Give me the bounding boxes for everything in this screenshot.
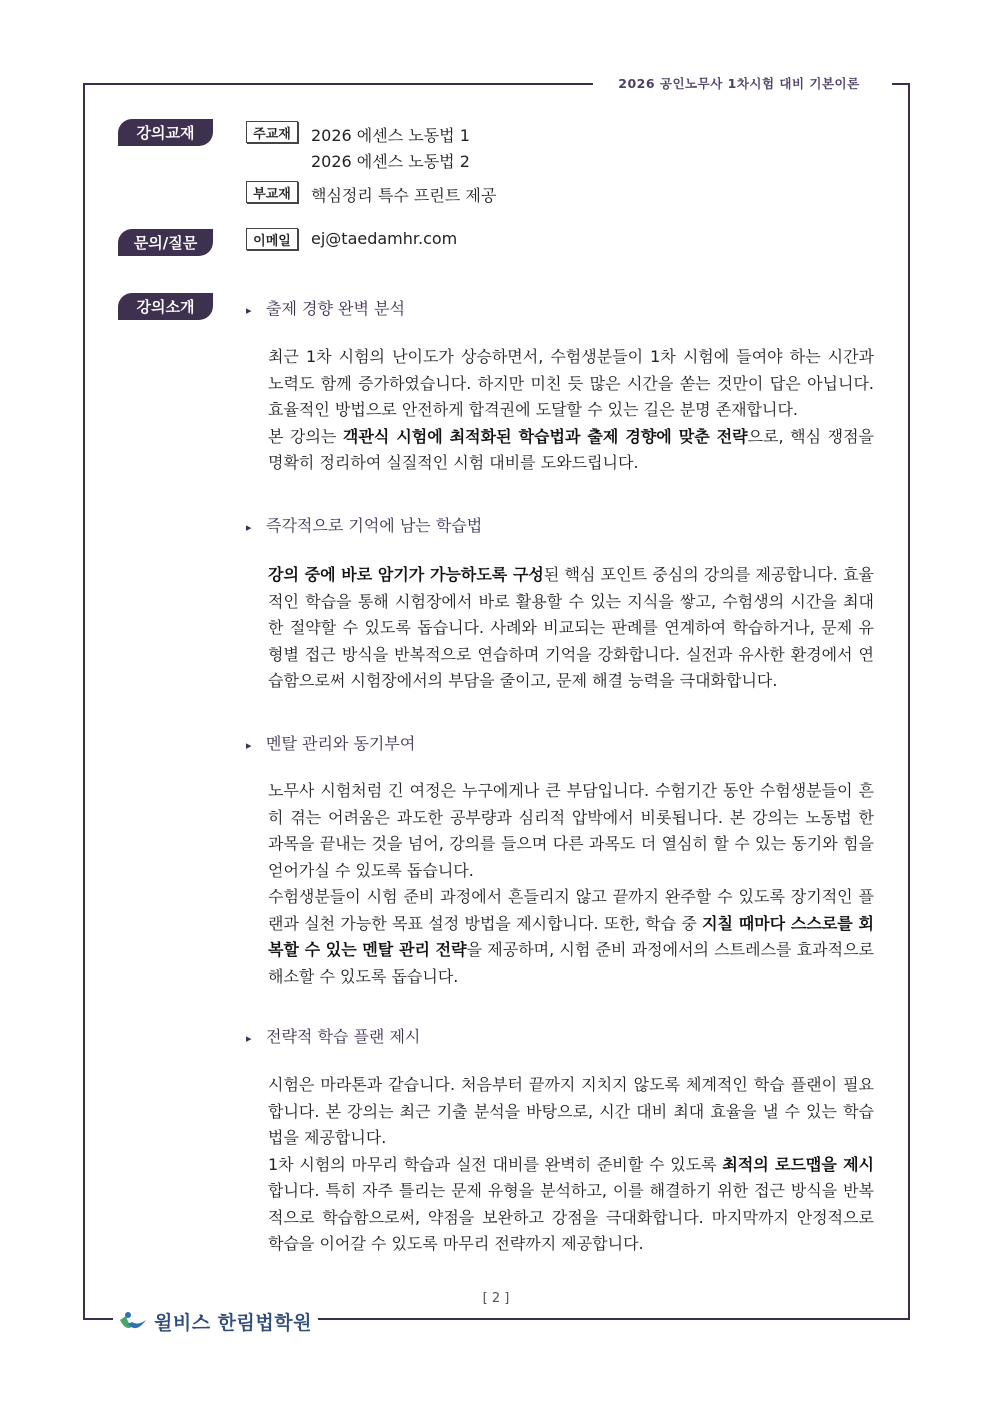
- triangle-bullet-icon: ▸: [246, 304, 252, 317]
- section-title: 즉각적으로 기억에 남는 학습법: [266, 516, 483, 535]
- section-2-paragraphs: [268, 562, 874, 695]
- triangle-bullet-icon: ▸: [246, 1032, 252, 1045]
- section-1-paragraphs: [268, 344, 874, 477]
- academy-logo-icon: [118, 1310, 148, 1334]
- frame-bottom-left-line: [83, 1318, 113, 1320]
- triangle-bullet-icon: ▸: [246, 739, 252, 752]
- paragraph-text: 을 제공하며, 시험 준비 과정에서의 스트레스를 효과적으로 해소할 수 있도록 돕습니다.: [268, 940, 875, 986]
- sub-textbook-tag: 부교재: [246, 181, 298, 203]
- paragraph: [268, 562, 874, 695]
- paragraph: [268, 1152, 874, 1258]
- email-tag: 이메일: [246, 228, 298, 250]
- section-heading-1: [246, 296, 405, 319]
- paragraph-text: 으로, 핵심 쟁점을 명확히 정리하여 실질적인 시험 대비를 도와드립니다.: [268, 426, 874, 472]
- triangle-bullet-icon: ▸: [246, 521, 252, 534]
- paragraph-text: 된 핵심 포인트 중심의 강의를 제공합니다. 효율적인 학습을 통해 시험장에서 바로 활용할 수 있는 지식을 쌓고, 수험생의 시간을 최대한 절약할 수 있도록 돕습니다. 사례와 비교되는 판례를 연계하여 학습하거나, 문제 유형별 접근 방식을 반복적으로 연습하며 기억을 강화합니다. 실전과 유사한 환경에서 연습함으로써 시험장에서의 부담을 줄이고, 문제 해결 능력을 극대화합니다.: [268, 565, 874, 690]
- section-4-paragraphs: [268, 1072, 874, 1258]
- paragraph: [268, 884, 874, 990]
- paragraph-text: 1차 시험의 마무리 학습과 실전 대비를 완벽히 준비할 수 있도록: [268, 1154, 723, 1174]
- section-3-paragraphs: [268, 778, 874, 990]
- paragraph-text: 수험생분들이 시험 준비 과정에서 흔들리지 않고 끝까지 완주할 수 있도록 장기적인 플랜과 실천 가능한 목표 설정 방법을 제시합니다. 또한, 학습 중: [268, 887, 874, 933]
- emphasis-text: 객관식 시험에 최적화된 학습법과 출제 경향에 맞춘 전략: [342, 426, 748, 446]
- paragraph: [268, 344, 874, 424]
- main-textbook-item-2: 2026 에센스 노동법 2: [311, 152, 470, 171]
- section-heading-3: [246, 731, 415, 754]
- emphasis-text: 지칠 때마다 스스로를 회복할 수 있는 멘탈 관리 전략: [268, 913, 874, 959]
- paragraph-text: 본 강의는: [268, 426, 343, 446]
- section-title: 출제 경향 완벽 분석: [266, 299, 405, 318]
- paragraph-text: 최근 1차 시험의 난이도가 상승하면서, 수험생분들이 1차 시험에 들여야 하는 시간과 노력도 함께 증가하였습니다. 하지만 미친 듯 많은 시간을 쏟는 것만이 답은 아닙니다. 효율적인 방법으로 안전하게 합격권에 도달할 수 있는 길은 분명 존재합니다.: [268, 347, 874, 419]
- frame-right-line: [908, 83, 910, 1320]
- email-value: ej@taedamhr.com: [311, 229, 458, 248]
- paragraph-text: 합니다. 특히 자주 틀리는 문제 유형을 분석하고, 이를 해결하기 위한 접근 방식을 반복적으로 학습함으로써, 약점을 보완하고 강점을 극대화합니다. 마지막까지 안정적으로 학습을 이어갈 수 있도록 마무리 전략까지 제공합니다.: [268, 1181, 874, 1253]
- section-heading-2: [246, 513, 482, 536]
- paragraph: [268, 424, 874, 477]
- academy-logo: [118, 1308, 312, 1335]
- label-inquiry: 문의/질문: [118, 229, 213, 256]
- section-heading-4: [246, 1024, 420, 1047]
- label-textbook: 강의교재: [118, 119, 213, 146]
- paragraph-text: 시험은 마라톤과 같습니다. 처음부터 끝까지 지치지 않도록 체계적인 학습 플랜이 필요합니다. 본 강의는 최근 기출 분석을 바탕으로, 시간 대비 최대 효율을 낼 수 있는 학습법을 제공합니다.: [268, 1075, 874, 1147]
- emphasis-text: 최적의 로드맵을 제시: [722, 1154, 874, 1174]
- paragraph: [268, 778, 874, 884]
- header-title: 2026 공인노무사 1차시험 대비 기본이론: [618, 76, 860, 91]
- main-textbook-item-1: 2026 에센스 노동법 1: [311, 126, 470, 145]
- paragraph: [268, 1072, 874, 1152]
- frame-left-line: [83, 83, 85, 1320]
- section-title: 멘탈 관리와 동기부여: [266, 734, 416, 753]
- label-intro: 강의소개: [118, 293, 213, 320]
- frame-top-left-line: [83, 83, 593, 85]
- section-title: 전략적 학습 플랜 제시: [266, 1027, 421, 1046]
- academy-logo-text: 윌비스 한림법학원: [154, 1312, 312, 1334]
- paragraph-text: 노무사 시험처럼 긴 여정은 누구에게나 큰 부담입니다. 수험기간 동안 수험생분들이 흔히 겪는 어려움은 과도한 공부량과 심리적 압박에서 비롯됩니다. 본 강의는 노동법 한 과목을 끝내는 것을 넘어, 강의를 들으며 다른 과목도 더 열심히 할 수 있는 동기와 힘을 얻어가실 수 있도록 돕습니다.: [268, 781, 874, 880]
- page-number: [ 2 ]: [482, 1291, 510, 1306]
- main-textbook-tag: 주교재: [246, 121, 298, 143]
- sub-textbook-item: 핵심정리 특수 프린트 제공: [311, 186, 497, 205]
- frame-bottom-right-line: [318, 1318, 910, 1320]
- emphasis-text: 강의 중에 바로 암기가 가능하도록 구성: [268, 565, 544, 584]
